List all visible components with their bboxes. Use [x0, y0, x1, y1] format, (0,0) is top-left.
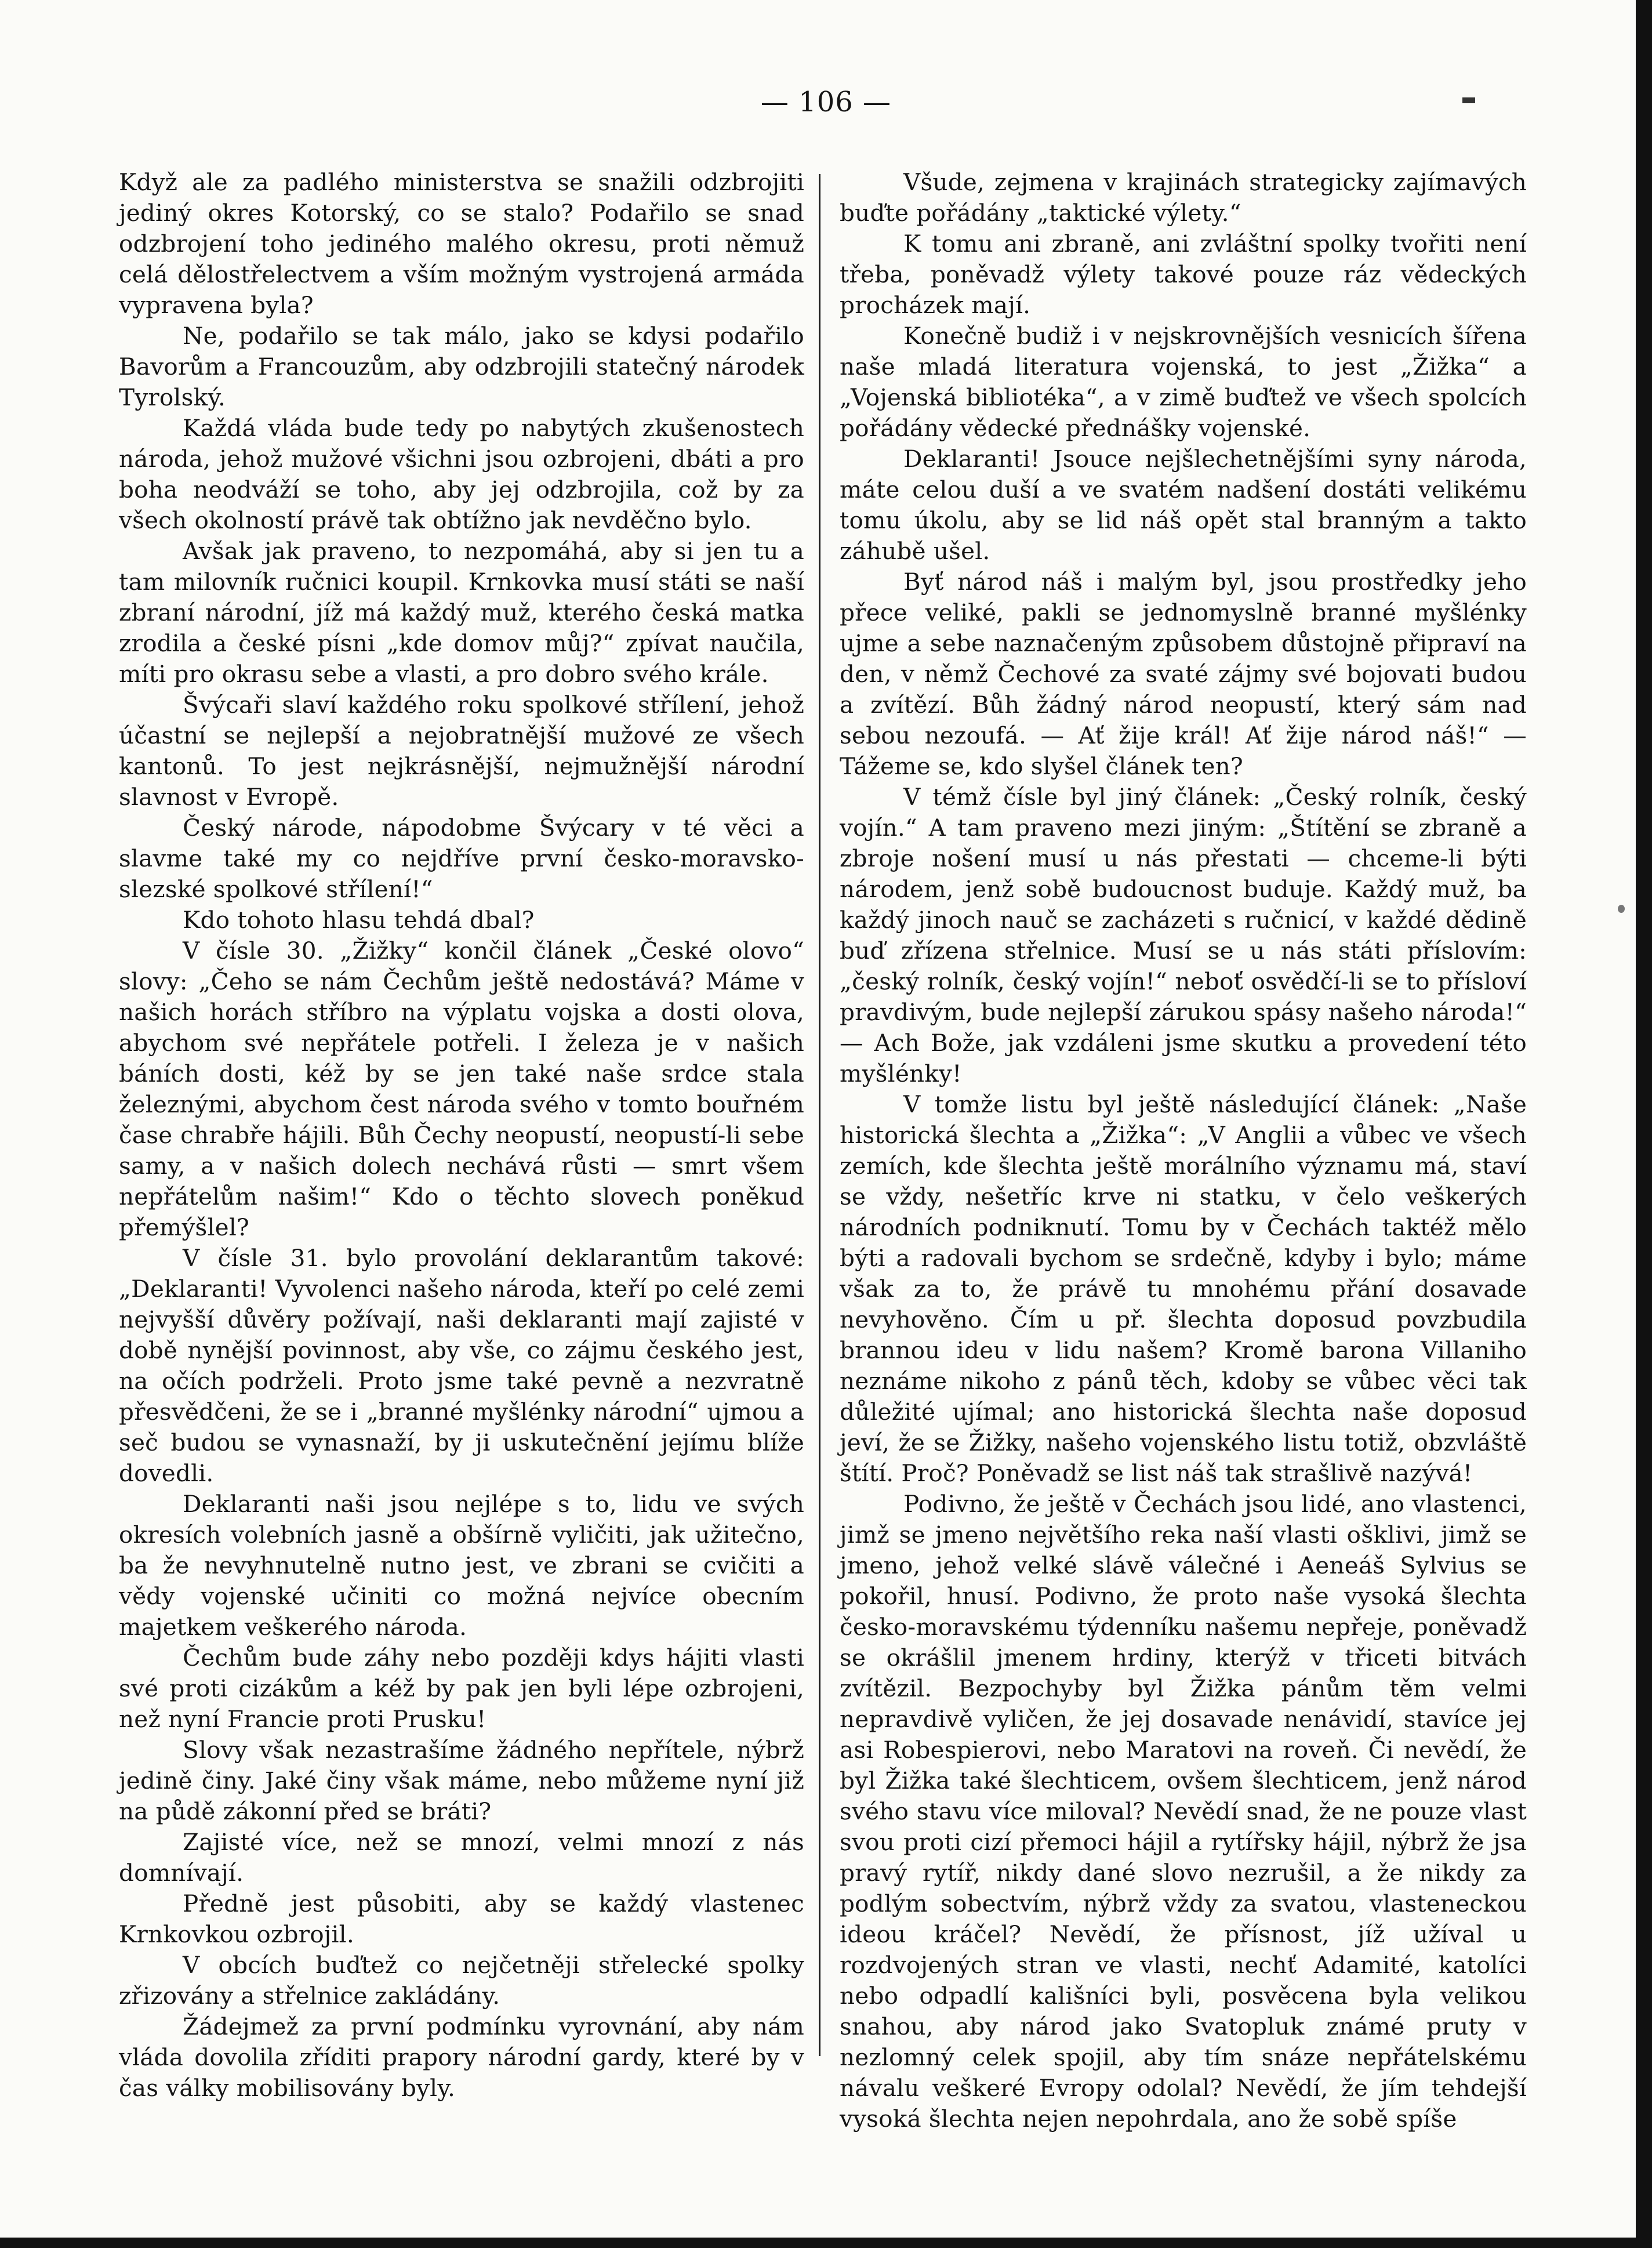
paragraph: Žádejmež za první podmínku vyrovnání, aby nám vláda dovolila zříditi prapory národní gardy, které by v čas války mobilisovány byly.: [119, 2013, 804, 2102]
paragraph: Kdo tohoto hlasu tehdá dbal?: [183, 906, 535, 934]
paragraph: Ne, podařilo se tak málo, jako se kdysi podařilo Bavorům a Francouzům, aby odzbrojili statečný národek Tyrolský.: [119, 322, 804, 411]
paragraph: Byť národ náš i malým byl, jsou prostředky jeho přece veliké, pakli se jednomyslně branné myšlénky ujme a sebe naznačeným způsobem důstojně připraví na den, v němž Čechové za svaté zájmy své bojovati budou a zvítězí. Bůh žádný národ neopustí, který sám nad sebou nezoufá. — Ať žije král! Ať žije národ náš!“ — Tážeme se, kdo slyšel článek ten?: [840, 568, 1527, 780]
paragraph: Český národe, nápodobme Švýcary v té věci a slavme také my co nejdříve první česko-moravsko-slezské spolkové střílení!“: [119, 814, 804, 903]
column-divider: [819, 174, 820, 2056]
paragraph: Deklaranti naši jsou nejlépe s to, lidu ve svých okresích volebních jasně a obšírně vyličiti, jak užitečno, ba že nevyhnutelně nutno jest, ve zbrani se cvičiti a vědy vojenské učiniti co možná nejvíce obecním majetkem veškerého národa.: [119, 1490, 804, 1641]
paragraph: K tomu ani zbraně, ani zvláštní spolky tvořiti není třeba, poněvadž výlety takové pouze ráz vědeckých procházek mají.: [840, 230, 1527, 319]
ink-speck: [1618, 905, 1625, 913]
left-column: [119, 167, 804, 2102]
right-column: [840, 167, 1527, 2133]
paragraph: Každá vláda bude tedy po nabytých zkušenostech národa, jehož mužové všichni jsou ozbrojeni, dbáti a pro boha neodváží se toho, aby jej odzbrojila, což by za všech okolností právě tak obtížno jak nevděčno bylo.: [119, 414, 804, 534]
paragraph: Čechům bude záhy nebo později kdys hájiti vlasti své proti cizákům a kéž by pak jen byli lépe ozbrojeni, než nyní Francie proti Prusku!: [119, 1644, 804, 1733]
paragraph: V čísle 31. bylo provolání deklarantům takové: „Deklaranti! Vyvolenci našeho národa, kteří po celé zemi nejvyšší důvěry požívají, naši deklaranti mají zajisté v době nynější povinnost, aby vše, co zájmu českého jest, na očích podrželi. Proto jsme také pevně a nezvratně přesvědčeni, že se i „branné myšlénky národní“ ujmou a seč budou se vynasnaží, by ji uskutečnění jejímu blíže dovedli.: [119, 1244, 804, 1487]
paragraph: Podivno, že ještě v Čechách jsou lidé, ano vlastenci, jimž se jmeno největšího reka naší vlasti ošklivi, jimž se jmeno, jehož velké slávě válečné i Aeneáš Sylvius se pokořil, hnusí. Podivno, že proto naše vysoká šlechta česko-moravskému týdenníku našemu nepřeje, poněvadž se okrášlil jmenem hrdiny, kterýž v třiceti bitvách zvítězil. Bezpochyby byl Žižka pánům těm velmi nepravdivě vyličen, že jej dosavade nenávidí, stavíce jej asi Robespierovi, nebo Maratovi na roveň. Či nevědí, že byl Žižka také šlechticem, ovšem šlechticem, jenž národ svého stavu více miloval? Nevědí snad, že ne pouze vlast svou proti cizí přemoci hájil a rytířsky hájil, nýbrž že jsa pravý rytíř, nikdy dané slovo nezrušil, a že nikdy za podlým sobectvím, nýbrž vždy za svatou, vlasteneckou ideou kráčel? Nevědí, že přísnost, jíž užíval u rozdvojených stran ve vlasti, nechť Adamité, katolíci nebo odpadlí kališníci byli, posvěcena byla velikou snahou, aby národ jako Svatopluk známé pruty v nezlomný celek spojil, aby tím snáze nepřátelskému návalu veškeré Evropy odolal? Nevědí, že jím tehdejší vysoká šlechta nejen nepohrdala, ano že sobě spíše: [840, 1490, 1527, 2133]
paragraph: Avšak jak praveno, to nezpomáhá, aby si jen tu a tam milovník ručnici koupil. Krnkovka musí státi se naší zbraní národní, jíž má každý muž, kterého česká matka zrodila a české písni „kde domov můj?“ zpívat naučila, míti pro okrasu sebe a vlasti, a pro dobro svého krále.: [119, 537, 804, 688]
page-number: — 106 —: [760, 86, 892, 118]
paragraph: Všude, zejmena v krajinách strategicky zajímavých buďte pořádány „taktické výlety.“: [840, 168, 1527, 227]
paragraph: Když ale za padlého ministerstva se snažili odzbrojiti jediný okres Kotorský, co se stalo? Podařilo se snad odzbrojení toho jediného malého okresu, proti němuž celá dělostřelectvem a vším možným vystrojená armáda vypravena byla?: [119, 168, 804, 319]
paragraph: V tomže listu byl ještě následující článek: „Naše historická šlechta a „Žižka“: „V Anglii a vůbec ve všech zemích, kde šlechta ještě morálního významu má, staví se vždy, nešetříc krve ni statku, v čelo veškerých národních podniknutí. Tomu by v Čechách taktéž mělo býti a radovali bychom se srdečně, kdyby i bylo; máme však za to, že právě tu mnohému přání dosavade nevyhověno. Čím u př. šlechta doposud povzbudila brannou ideu v lidu našem? Kromě barona Villaniho neznáme nikoho z pánů těch, kdoby se vůbec věci tak důležité ujímal; ano historická šlechta naše doposud jeví, že se Žižky, našeho vojenského listu totiž, obzvláště štítí. Proč? Poněvadž se list náš tak strašlivě nazývá!: [840, 1090, 1527, 1487]
paragraph: Deklaranti! Jsouce nejšlechetnějšími syny národa, máte celou duší a ve svatém nadšení dostáti velikému tomu úkolu, aby se lid náš opět stal branným a takto záhubě ušel.: [840, 445, 1527, 565]
paragraph: V témž čísle byl jiný článek: „Český rolník, český vojín.“ A tam praveno mezi jiným: „Štítění se zbraně a zbroje nošení musí u nás přestati — chceme-li býti národem, jenž sobě budoucnost buduje. Každý muž, ba každý jinoch nauč se zacházeti s ručnicí, v každé dědině buď zřízena střelnice. Musí se u nás státi příslovím: „český rolník, český vojín!“ neboť osvědčí-li se to přísloví pravdivým, bude nejlepší zárukou spásy našeho národa!“ — Ach Bože, jak vzdáleni jsme skutku a provedení této myšlénky!: [840, 783, 1527, 1087]
paragraph: V obcích buďtež co nejčetněji střelecké spolky zřizovány a střelnice zakládány.: [119, 1951, 804, 2010]
scan-edge-right: [1636, 0, 1652, 2248]
paragraph: Konečně budiž i v nejskrovnějších vesnicích šířena naše mladá literatura vojenská, to jest „Žižka“ a „Vojenská bibliotéka“, a v zimě buďtež ve všech spolcích pořádány vědecké přednášky vojenské.: [840, 322, 1527, 442]
scan-edge-bottom: [0, 2238, 1652, 2248]
print-mark: [1462, 97, 1475, 103]
paragraph: Švýcaři slaví každého roku spolkové střílení, jehož účastní se nejlepší a nejobratnější mužové ze všech kantonů. To jest nejkrásnější, nejmužnější národní slavnost v Evropě.: [119, 691, 804, 811]
paragraph: V čísle 30. „Žižky“ končil článek „České olovo“ slovy: „Čeho se nám Čechům ještě nedostává? Máme v našich horách stříbro na výplatu vojska a dosti olova, abychom své nepřátele potřeli. I železa je v našich báních dosti, kéž by se jen také naše srdce stala železnými, abychom čest národa svého v tomto bouřném čase chrabře hájili. Bůh Čechy neopustí, neopustí-li sebe samy, a v našich dolech nechává růsti — smrt všem nepřátelům našim!“ Kdo o těchto slovech poněkud přemýšlel?: [119, 937, 804, 1241]
paragraph: Zajisté více, než se mnozí, velmi mnozí z nás domnívají.: [119, 1828, 804, 1887]
paragraph: Předně jest působiti, aby se každý vlastenec Krnkovkou ozbrojil.: [119, 1890, 804, 1948]
paragraph: Slovy však nezastrašíme žádného nepřítele, nýbrž jedině činy. Jaké činy však máme, nebo můžeme nyní již na půdě zákonní před se bráti?: [119, 1736, 804, 1825]
